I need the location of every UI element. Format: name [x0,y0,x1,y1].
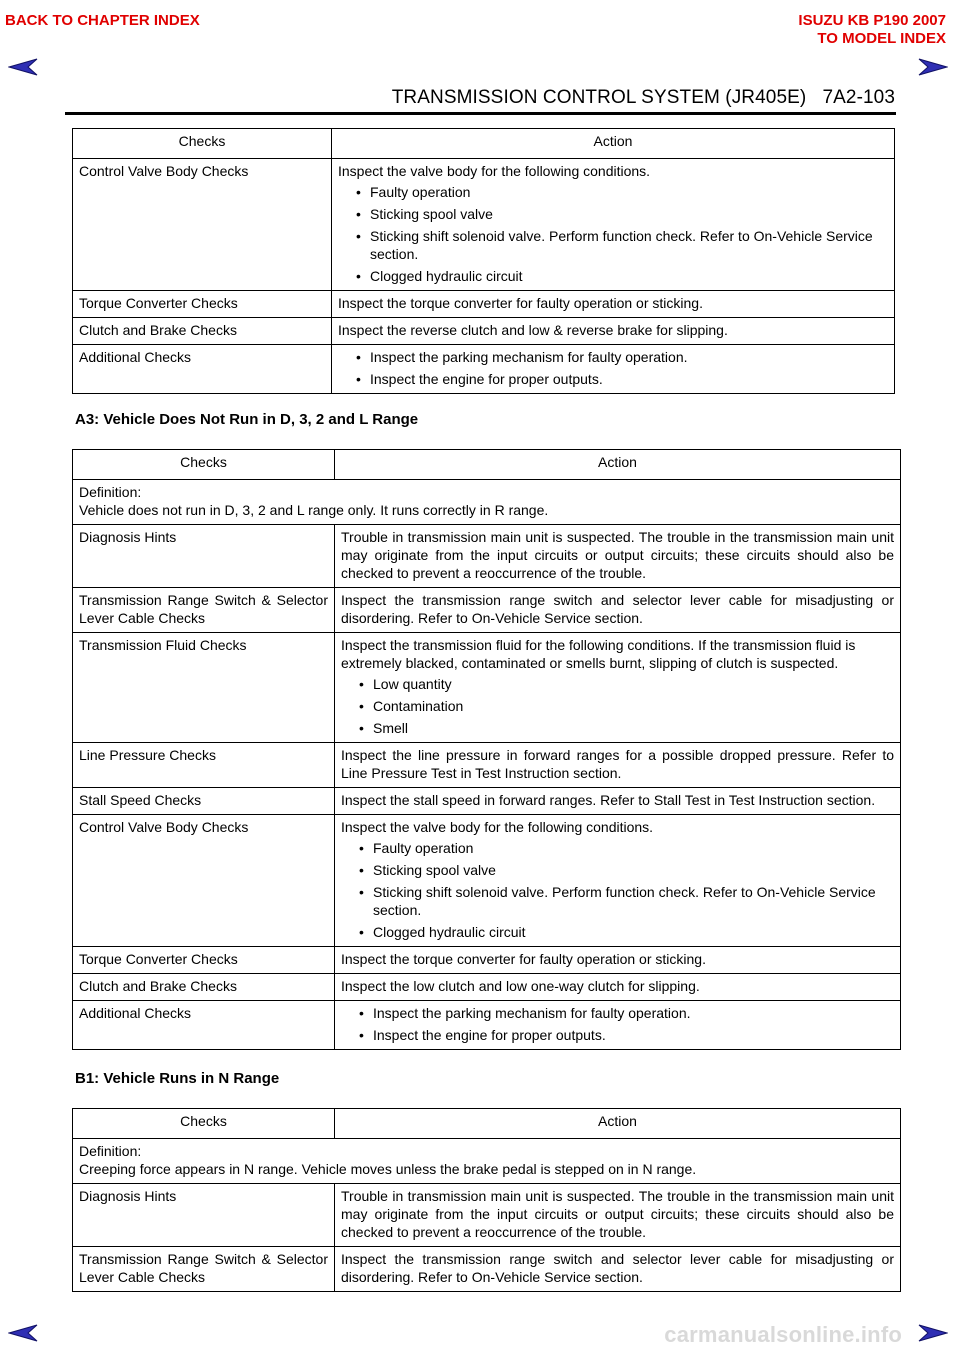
action-text: Inspect the low clutch and low one-way clutch for slipping. [335,974,901,1001]
back-to-chapter-index-link[interactable]: BACK TO CHAPTER INDEX [5,12,200,29]
page-title: TRANSMISSION CONTROL SYSTEM (JR405E) 7A2-103 [391,87,895,108]
check-name: Diagnosis Hints [73,1184,335,1247]
check-name: Additional Checks [73,345,332,394]
action-header: Action [335,450,901,480]
definition-label: Definition: [79,484,142,500]
definition-cell [73,1139,901,1184]
list-item: • Inspect the parking mechanism for faulty operation. [338,348,888,366]
table-row [73,345,895,394]
next-page-arrow-icon-bottom[interactable] [918,1323,948,1343]
table-row [73,947,901,974]
action-text: Inspect the torque converter for faulty operation or sticking. [335,947,901,974]
to-model-index-link[interactable] [798,12,946,48]
action-intro: Inspect the transmission fluid for the following conditions. If the transmission fluid is extremely blacked, contaminated or smells burnt, slipping of clutch is suspected. [341,637,856,671]
check-name: Control Valve Body Checks [73,815,335,947]
table-header-row [73,1109,901,1139]
check-name: Torque Converter Checks [73,947,335,974]
list-item: • Sticking spool valve [341,861,894,879]
checks-table-a3 [72,449,901,1050]
action-cell [335,633,901,743]
action-header: Action [332,129,895,159]
check-name: Transmission Range Switch & Selector Lever Cable Checks [73,1247,335,1292]
table-row [73,1001,901,1050]
definition-text: Creeping force appears in N range. Vehicle moves unless the brake pedal is stepped on in N range. [79,1161,697,1177]
list-item: • Faulty operation [341,839,894,857]
table-row [73,1184,901,1247]
action-header: Action [335,1109,901,1139]
definition-label: Definition: [79,1143,142,1159]
table-row [73,974,901,1001]
list-item: • Low quantity [341,675,894,693]
action-text: Inspect the transmission range switch and selector lever cable for misadjusting or disordering. Refer to On-Vehicle Service section. [335,588,901,633]
list-item: • Contamination [341,697,894,715]
list-item: • Sticking shift solenoid valve. Perform function check. Refer to On-Vehicle Service section. [338,227,888,263]
previous-page-arrow-icon[interactable] [8,57,38,77]
definition-row [73,480,901,525]
action-text: Inspect the transmission range switch and selector lever cable for misadjusting or disordering. Refer to On-Vehicle Service section. [335,1247,901,1292]
list-item: • Sticking spool valve [338,205,888,223]
check-name: Additional Checks [73,1001,335,1050]
action-text: Inspect the stall speed in forward ranges. Refer to Stall Test in Test Instruction section. [335,788,901,815]
table-row [73,159,895,291]
checks-header: Checks [73,450,335,480]
table-row [73,588,901,633]
previous-page-arrow-icon-bottom[interactable] [8,1323,38,1343]
check-name: Transmission Fluid Checks [73,633,335,743]
action-text: Inspect the reverse clutch and low & reverse brake for slipping. [332,318,895,345]
list-item: • Inspect the parking mechanism for faulty operation. [341,1004,894,1022]
section-title-a3: A3: Vehicle Does Not Run in D, 3, 2 and L Range [75,411,419,428]
check-name: Torque Converter Checks [73,291,332,318]
definition-cell [73,480,901,525]
model-name: ISUZU KB P190 2007 [798,12,946,29]
table-header-row [73,129,895,159]
action-text: Trouble in transmission main unit is suspected. The trouble in the transmission main unit may originate from the input circuits or output circuits; these circuits should also be checked to prevent a reoccurrence of the trouble. [335,1184,901,1247]
check-name: Clutch and Brake Checks [73,318,332,345]
table-row [73,318,895,345]
table-row [73,815,901,947]
action-cell [332,159,895,291]
action-cell [332,345,895,394]
table-row [73,1247,901,1292]
action-text: Trouble in transmission main unit is suspected. The trouble in the transmission main unit may originate from the input circuits or output circuits; these circuits should also be checked to prevent a reoccurrence of the trouble. [335,525,901,588]
action-cell [335,1001,901,1050]
action-text: Inspect the line pressure in forward ranges for a possible dropped pressure. Refer to Line Pressure Test in Test Instruction section. [335,743,901,788]
check-name: Clutch and Brake Checks [73,974,335,1001]
list-item: • Clogged hydraulic circuit [338,267,888,285]
watermark: carmanualsonline.info [664,1322,902,1347]
checks-header: Checks [73,129,332,159]
list-item: • Inspect the engine for proper outputs. [338,370,888,388]
action-intro: Inspect the valve body for the following conditions. [338,163,651,179]
action-intro: Inspect the valve body for the following conditions. [341,819,654,835]
list-item: • Inspect the engine for proper outputs. [341,1026,894,1044]
model-index-label: TO MODEL INDEX [817,30,946,47]
definition-row [73,1139,901,1184]
next-page-arrow-icon[interactable] [918,57,948,77]
list-item: • Smell [341,719,894,737]
definition-text: Vehicle does not run in D, 3, 2 and L range only. It runs correctly in R range. [79,502,549,518]
action-cell [335,815,901,947]
title-divider [65,112,896,115]
check-name: Control Valve Body Checks [73,159,332,291]
check-name: Diagnosis Hints [73,525,335,588]
check-name: Line Pressure Checks [73,743,335,788]
check-name: Transmission Range Switch & Selector Lever Cable Checks [73,588,335,633]
table-row [73,633,901,743]
list-item: • Faulty operation [338,183,888,201]
table-row [73,291,895,318]
list-item: • Clogged hydraulic circuit [341,923,894,941]
action-text: Inspect the torque converter for faulty operation or sticking. [332,291,895,318]
check-name: Stall Speed Checks [73,788,335,815]
checks-table-a2-continued [72,128,895,394]
table-row [73,743,901,788]
checks-table-b1 [72,1108,901,1292]
list-item: • Sticking shift solenoid valve. Perform function check. Refer to On-Vehicle Service section. [341,883,894,919]
table-row [73,525,901,588]
section-title-b1: B1: Vehicle Runs in N Range [75,1070,280,1087]
table-header-row [73,450,901,480]
table-row [73,788,901,815]
checks-header: Checks [73,1109,335,1139]
